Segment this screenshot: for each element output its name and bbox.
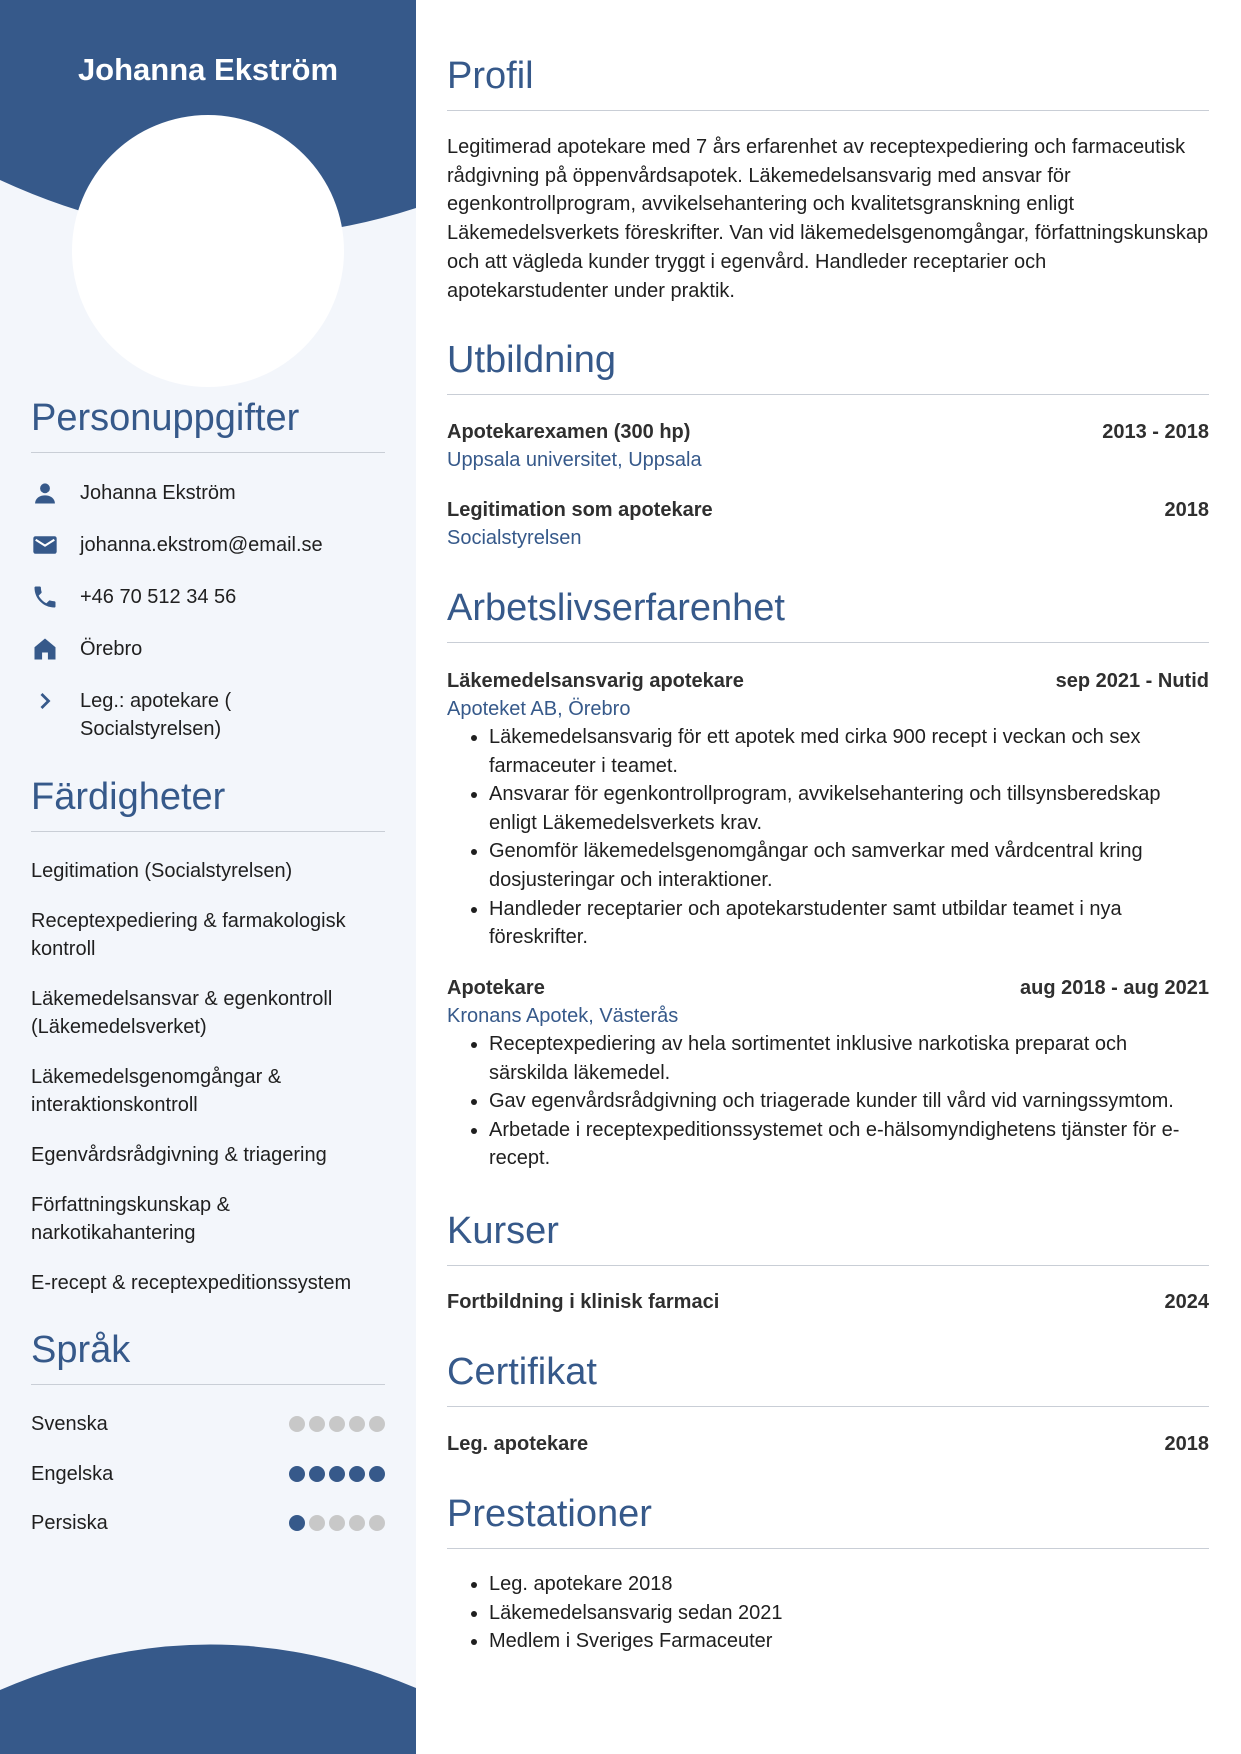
skills-heading: Färdigheter bbox=[31, 777, 385, 832]
person-icon bbox=[31, 479, 63, 507]
skill-item: E-recept & receptexpeditionssystem bbox=[31, 1272, 352, 1294]
education-entry bbox=[447, 418, 1209, 474]
course-entry bbox=[447, 1288, 1209, 1316]
courses-heading: Kurser bbox=[447, 1211, 1209, 1266]
level-dot bbox=[309, 1416, 325, 1432]
entry-date: aug 2018 - aug 2021 bbox=[1020, 977, 1209, 999]
entry-bullets bbox=[447, 723, 1209, 952]
entry-title: Läkemedelsansvarig apotekare bbox=[447, 670, 744, 692]
entry-date: 2018 bbox=[1164, 1433, 1209, 1455]
entry-org: Apoteket AB, Örebro bbox=[447, 698, 631, 720]
home-icon bbox=[31, 635, 63, 663]
level-dot bbox=[289, 1416, 305, 1432]
skill-item: Läkemedelsansvar & egenkontroll (Läkemedelsverket) bbox=[31, 988, 333, 1038]
achievements-heading: Prestationer bbox=[447, 1494, 1209, 1549]
experience-entry bbox=[447, 667, 1209, 952]
certificate-entry bbox=[447, 1430, 1209, 1458]
bullet-item: • Genomför läkemedelsgenomgångar och samverkar med vårdcentral kring dosjusteringar och interaktioner. bbox=[489, 837, 1209, 894]
level-dot bbox=[289, 1515, 305, 1531]
level-dot bbox=[329, 1416, 345, 1432]
entry-title: Fortbildning i klinisk farmaci bbox=[447, 1291, 720, 1313]
entry-date: 2018 bbox=[1164, 499, 1209, 521]
profile-text: Legitimerad apotekare med 7 års erfarenhet av receptexpediering och farmaceutisk rådgivning på öppenvårdsapotek. Läkemedelsansvarig med ansvar för egenkontrollprogram, avvikelsehantering och kvalitetsgranskning enligt Läkemedelsverkets föreskrifter. Van vid läkemedelsgenomgångar, författningskunskap och att vägleda kunder tryggt i egenvård. Handleder receptarier och apotekarstudenter under praktik. bbox=[447, 136, 1209, 302]
language-level bbox=[289, 1416, 385, 1432]
bullet-item: • Leg. apotekare 2018 bbox=[489, 1570, 1209, 1599]
language-name: Svenska bbox=[31, 1413, 108, 1435]
education-entry bbox=[447, 496, 1209, 552]
bullet-item: • Gav egenvårdsrådgivning och triagerade kunder till vård vid varningssymtom. bbox=[489, 1087, 1209, 1116]
level-dot bbox=[329, 1515, 345, 1531]
entry-date: 2024 bbox=[1164, 1291, 1209, 1313]
phone-icon bbox=[31, 583, 63, 611]
languages-heading: Språk bbox=[31, 1330, 385, 1385]
experience-heading: Arbetslivserfarenhet bbox=[447, 588, 1209, 643]
entry-date: sep 2021 - Nutid bbox=[1055, 670, 1209, 692]
main-content bbox=[447, 0, 1209, 1754]
bullet-item: • Arbetade i receptexpeditionssystemet och e-hälsomyndighetens tjänster för e-recept. bbox=[489, 1116, 1209, 1173]
bullet-item: • Ansvarar för egenkontrollprogram, avvikelsehantering och tillsynsberedskap enligt Läkemedelsverkets krav. bbox=[489, 780, 1209, 837]
sidebar bbox=[0, 0, 416, 1754]
entry-date: 2013 - 2018 bbox=[1102, 421, 1209, 443]
entry-title: Apotekare bbox=[447, 977, 545, 999]
language-level bbox=[289, 1466, 385, 1482]
level-dot bbox=[309, 1466, 325, 1482]
contact-license: Leg.: apotekare ( Socialstyrelsen) bbox=[31, 687, 385, 743]
skill-item: Författningskunskap & narkotikahantering bbox=[31, 1194, 230, 1244]
skill-item: Receptexpediering & farmakologisk kontroll bbox=[31, 910, 346, 960]
entry-org: Uppsala universitet, Uppsala bbox=[447, 449, 702, 471]
contact-email[interactable]: johanna.ekstrom@email.se bbox=[31, 531, 385, 559]
achievements-list bbox=[447, 1570, 1209, 1656]
bullet-item: • Läkemedelsansvarig sedan 2021 bbox=[489, 1599, 1209, 1628]
skill-item: Legitimation (Socialstyrelsen) bbox=[31, 860, 293, 882]
entry-title: Apotekarexamen (300 hp) bbox=[447, 421, 691, 443]
experience-entry bbox=[447, 974, 1209, 1173]
contact-phone[interactable]: +46 70 512 34 56 bbox=[31, 583, 385, 611]
certificates-heading: Certifikat bbox=[447, 1352, 1209, 1407]
level-dot bbox=[369, 1466, 385, 1482]
skill-item: Egenvårdsrådgivning & triagering bbox=[31, 1144, 327, 1166]
mail-icon bbox=[31, 531, 63, 559]
language-row bbox=[31, 1460, 385, 1488]
profile-photo bbox=[72, 115, 344, 387]
skill-item: Läkemedelsgenomgångar & interaktionskontroll bbox=[31, 1066, 282, 1116]
bullet-item: • Handleder receptarier och apotekarstudenter samt utbildar teamet i nya föreskrifter. bbox=[489, 895, 1209, 952]
bullet-item: • Läkemedelsansvarig för ett apotek med cirka 900 recept i veckan och sex farmaceuter i teamet. bbox=[489, 723, 1209, 780]
language-row bbox=[31, 1509, 385, 1537]
level-dot bbox=[349, 1515, 365, 1531]
entry-title: Leg. apotekare bbox=[447, 1433, 589, 1455]
level-dot bbox=[349, 1466, 365, 1482]
entry-org: Socialstyrelsen bbox=[447, 527, 582, 549]
level-dot bbox=[329, 1466, 345, 1482]
personal-info-heading: Personuppgifter bbox=[31, 398, 385, 453]
language-name: Engelska bbox=[31, 1463, 114, 1485]
education-heading: Utbildning bbox=[447, 340, 1209, 395]
entry-bullets bbox=[447, 1570, 1209, 1656]
contact-location: Örebro bbox=[31, 635, 385, 663]
language-name: Persiska bbox=[31, 1512, 108, 1534]
chevron-right-icon bbox=[31, 687, 63, 715]
contact-name: Johanna Ekström bbox=[31, 479, 385, 507]
bullet-item: • Medlem i Sveriges Farmaceuter bbox=[489, 1627, 1209, 1656]
profile-heading: Profil bbox=[447, 56, 1209, 111]
language-level bbox=[289, 1515, 385, 1531]
level-dot bbox=[289, 1466, 305, 1482]
level-dot bbox=[309, 1515, 325, 1531]
entry-bullets bbox=[447, 1030, 1209, 1173]
bullet-item: • Receptexpediering av hela sortimentet inklusive narkotiska preparat och särskilda läkemedel. bbox=[489, 1030, 1209, 1087]
language-row bbox=[31, 1410, 385, 1438]
level-dot bbox=[349, 1416, 365, 1432]
level-dot bbox=[369, 1416, 385, 1432]
level-dot bbox=[369, 1515, 385, 1531]
entry-title: Legitimation som apotekare bbox=[447, 499, 713, 521]
candidate-name: Johanna Ekström bbox=[77, 52, 339, 87]
entry-org: Kronans Apotek, Västerås bbox=[447, 1005, 679, 1027]
